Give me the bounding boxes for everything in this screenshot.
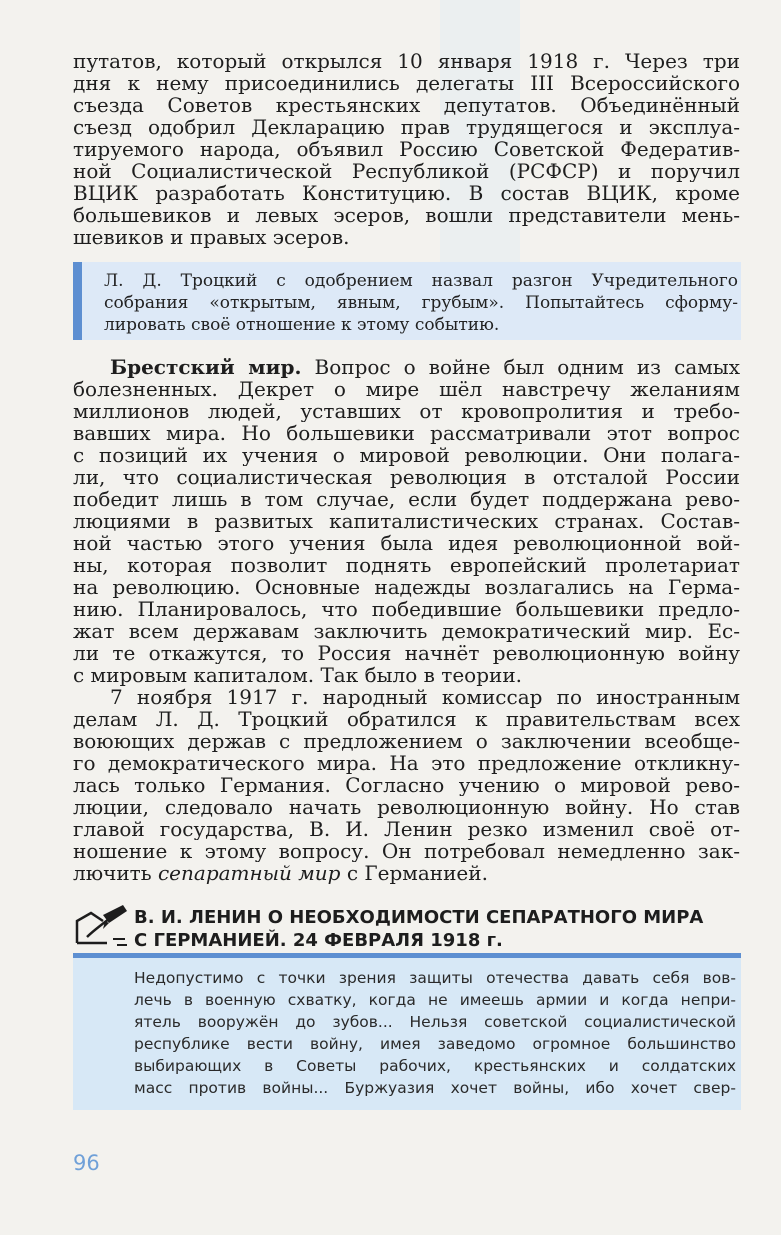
section-first-line-text: Вопрос о войне был одним из самых bbox=[314, 356, 740, 378]
text-line-last bbox=[73, 862, 740, 884]
quote-line: выбирающих в Советы рабочих, крестьянских и солдатских bbox=[134, 1057, 736, 1075]
text-line: лась только Германия. Согласно учению о мировой рево- bbox=[73, 774, 740, 796]
quote-line: Недопустимо с точки зрения защиты отечества давать себя вов- bbox=[134, 969, 736, 987]
text-line: ли те откажутся, то Россия начнёт революционную войну bbox=[73, 642, 740, 664]
question-line: Л. Д. Троцкий с одобрением назвал разгон Учредительного bbox=[104, 271, 738, 291]
question-line: собрания «открытым, явным, грубым». Попытайтесь сформу- bbox=[104, 293, 738, 313]
text-line: главой государства, В. И. Ленин резко изменил своё от- bbox=[73, 818, 740, 840]
text-line: миллионов людей, уставших от кровопролития и требо- bbox=[73, 400, 740, 422]
text-line: большевиков и левых эсеров, вошли представители мень- bbox=[73, 204, 740, 226]
text-line: тируемого народа, объявил Россию Советской Федератив- bbox=[73, 138, 740, 160]
text-line: ной Социалистической Республикой (РСФСР) и поручил bbox=[73, 160, 740, 182]
text-line: нию. Планировалось, что победившие большевики предло- bbox=[73, 598, 740, 620]
text-line: на революцию. Основные надежды возлагались на Герма- bbox=[73, 576, 740, 598]
text-line: дня к нему присоединились делегаты III Всероссийского bbox=[73, 72, 740, 94]
italic-term: сепаратный мир bbox=[157, 862, 341, 884]
pen-writing-icon bbox=[73, 903, 129, 949]
text-line: болезненных. Декрет о мире шёл навстречу желаниям bbox=[73, 378, 740, 400]
text-line: 7 ноября 1917 г. народный комиссар по иностранным bbox=[110, 686, 740, 708]
text-line: съезда Советов крестьянских депутатов. Объединённый bbox=[73, 94, 740, 116]
document-title-line-2: С ГЕРМАНИЕЙ. 24 ФЕВРАЛЯ 1918 г. bbox=[134, 930, 503, 951]
text-fragment: лючить bbox=[73, 862, 152, 884]
text-line: ВЦИК разработать Конституцию. В состав ВЦИК, кроме bbox=[73, 182, 740, 204]
section-first-line bbox=[110, 356, 740, 378]
page-number: 96 bbox=[73, 1151, 100, 1175]
quote-line: ятель вооружён до зубов... Нельзя советской социалистической bbox=[134, 1013, 736, 1031]
text-line: шевиков и правых эсеров. bbox=[73, 226, 350, 248]
text-line: с мировым капиталом. Так было в теории. bbox=[73, 664, 523, 686]
quote-line: масс против войны... Буржуазия хочет войны, ибо хочет свер- bbox=[134, 1079, 736, 1097]
text-line: с позиций их учения о мировой революции. Они полага- bbox=[73, 444, 740, 466]
text-line: воюющих держав с предложением о заключении всеобще- bbox=[73, 730, 740, 752]
document-title-line-1: В. И. ЛЕНИН О НЕОБХОДИМОСТИ СЕПАРАТНОГО МИРА bbox=[134, 907, 704, 928]
text-line: го демократического мира. На это предложение откликну- bbox=[73, 752, 740, 774]
text-line: съезд одобрил Декларацию прав трудящегося и эксплуа- bbox=[73, 116, 740, 138]
text-line: победит лишь в том случае, если будет поддержана рево- bbox=[73, 488, 740, 510]
text-line: путатов, который открылся 10 января 1918 г. Через три bbox=[73, 50, 740, 72]
text-line: ли, что социалистическая революция в отсталой России bbox=[73, 466, 740, 488]
quote-line: лечь в военную схватку, когда не имеешь армии и когда непри- bbox=[134, 991, 736, 1009]
text-line: вавших мира. Но большевики рассматривали этот вопрос bbox=[73, 422, 740, 444]
text-line: жат всем державам заключить демократический мир. Ес- bbox=[73, 620, 740, 642]
text-line: ношение к этому вопросу. Он потребовал немедленно зак- bbox=[73, 840, 740, 862]
section-heading: Брестский мир. bbox=[110, 356, 302, 378]
text-line: ны, которая позволит поднять европейский пролетариат bbox=[73, 554, 740, 576]
text-line: делам Л. Д. Троцкий обратился к правительствам всех bbox=[73, 708, 740, 730]
quote-line: республике вести войну, имея заведомо огромное большинство bbox=[134, 1035, 736, 1053]
text-fragment: с Германией. bbox=[346, 862, 488, 884]
text-line: люции, следовало начать революционную войну. Но став bbox=[73, 796, 740, 818]
text-line: люциями в развитых капиталистических странах. Состав- bbox=[73, 510, 740, 532]
question-accent-bar bbox=[73, 262, 82, 340]
text-line: ной частью этого учения была идея революционной вой- bbox=[73, 532, 740, 554]
question-line: лировать своё отношение к этому событию. bbox=[104, 315, 500, 335]
